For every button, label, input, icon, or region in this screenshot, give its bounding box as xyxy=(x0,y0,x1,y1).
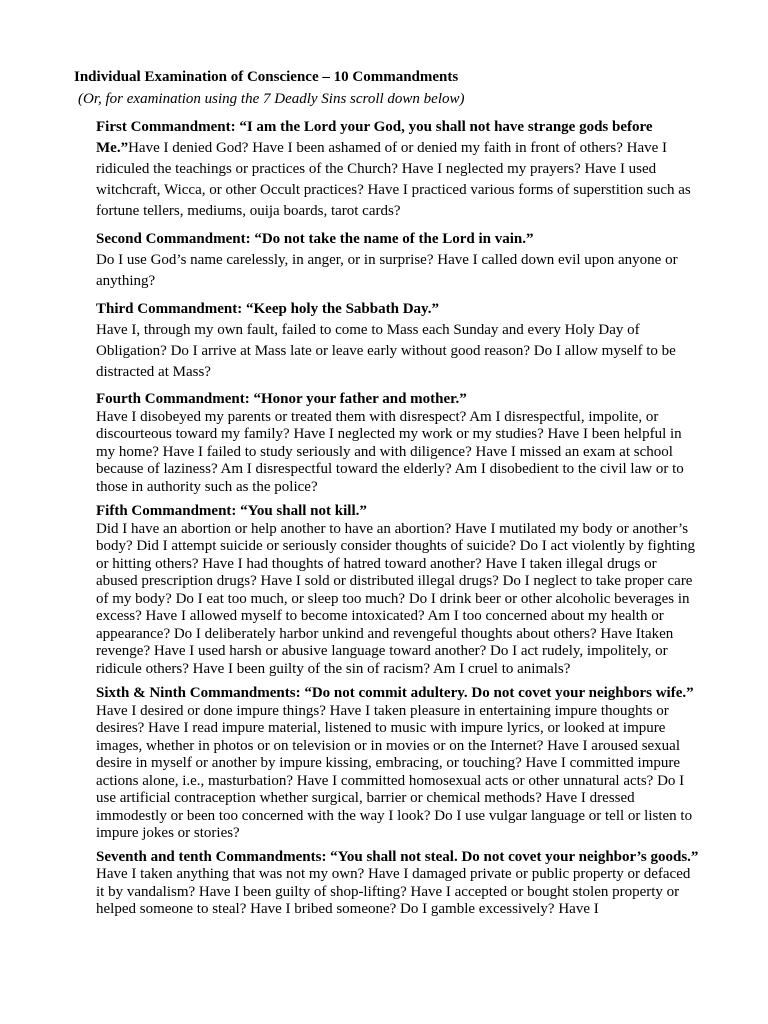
section-heading: Third Commandment: “Keep holy the Sabbath Day.” xyxy=(96,301,439,317)
document-subtitle: (Or, for examination using the 7 Deadly Sins scroll down below) xyxy=(78,91,465,107)
section-text: Have I desired or done impure things? Have I taken pleasure in entertaining impure thoughts or desires? Have I read impure material, listened to music with impure lyrics, or looked at impure images, whether in photos or on television or in movies or on the Internet? Have I aroused sexual desire in myself or another by impure kissing, embracing, or touching? Have I committed impure actions alone, i.e., masturbation? Have I committed homosexual acts or other unnatural acts? Do I use artificial contraception whether surgical, barrier or chemical methods? Have I dressed immodestly or been too concerned with the way I look? Do I use vulgar language or tell or listen to impure jokes or stories? xyxy=(96,702,693,841)
section-text: Have I denied God? Have I been ashamed of or denied my faith in front of others? Have I ridiculed the teachings or practices of the Church? Have I neglected my prayers? Have I used witchcraft, Wicca, or other Occult practices? Have I practiced various forms of superstition such as fortune tellers, mediums, ouija boards, tarot cards? xyxy=(96,140,691,219)
section-heading: Second Commandment: “Do not take the name of the Lord in vain.” xyxy=(96,231,534,247)
section-text: Do I use God’s name carelessly, in anger, or in surprise? Have I called down evil upon anyone or anything? xyxy=(96,252,678,289)
section-heading: Seventh and tenth Commandments: “You shall not steal. Do not covet your neighbor’s goods.” xyxy=(96,848,699,865)
section-text: Did I have an abortion or help another to have an abortion? Have I mutilated my body or another’s body? Did I attempt suicide or seriously consider thoughts of suicide? Do I act violently by fighting or hitting others? Have I had thoughts of hatred toward another? Have I taken illegal drugs or abused prescription drugs? Have I sold or distributed illegal drugs? Do I neglect to take proper care of my body? Do I eat too much, or sleep too much? Do I drink beer or other alcoholic beverages in excess? Have I allowed myself to become intoxicated? Am I too concerned about my health or appearance? Do I deliberately harbor unkind and revengeful thoughts about others? Have Itaken revenge? Have I used harsh or abusive language toward another? Do I act rudely, impolitely, or ridicule others? Have I been guilty of the sin of racism? Am I cruel to animals? xyxy=(96,520,696,677)
section-third-commandment xyxy=(96,299,700,383)
section-text: Have I, through my own fault, failed to come to Mass each Sunday and every Holy Day of Obligation? Do I arrive at Mass late or leave early without good reason? Do I allow myself to be distracted at Mass? xyxy=(96,322,676,380)
document-body xyxy=(96,117,700,919)
section-first-commandment xyxy=(96,117,700,222)
section-heading: First Commandment: “I am the Lord your God, you shall not have strange gods before Me.” xyxy=(96,119,653,156)
section-fourth-commandment xyxy=(96,391,700,496)
section-text: Have I disobeyed my parents or treated them with disrespect? Am I disrespectful, impolite, or discourteous toward my family? Have I neglected my work or my studies? Have I been helpful in my home? Have I failed to study seriously and with diligence? Have I missed an exam at school because of laziness? Am I disrespectful toward the elderly? Am I disobedient to the civil law or to those in authority such as the police? xyxy=(96,408,684,495)
section-second-commandment xyxy=(96,229,700,292)
section-heading: Sixth & Ninth Commandments: “Do not commit adultery. Do not covet your neighbors wife.” xyxy=(96,685,694,701)
section-heading: Fourth Commandment: “Honor your father and mother.” xyxy=(96,391,467,407)
document-title: Individual Examination of Conscience – 10 Commandments xyxy=(74,69,459,85)
section-fifth-commandment xyxy=(96,503,700,678)
section-text: Have I taken anything that was not my own? Have I damaged private or public property or defaced it by vandalism? Have I been guilty of shop-lifting? Have I accepted or bought stolen property or helped someone to steal? Have I bribed someone? Do I gamble excessively? Have I xyxy=(96,866,691,917)
section-sixth-ninth-commandments xyxy=(96,685,700,843)
section-seventh-tenth-commandments xyxy=(96,849,700,919)
section-heading: Fifth Commandment: “You shall not kill.” xyxy=(96,503,367,519)
